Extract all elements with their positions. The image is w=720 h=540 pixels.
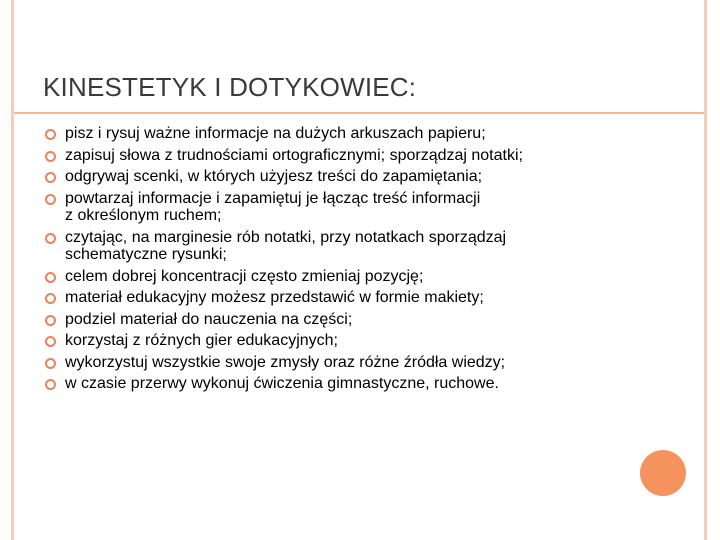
bullet-text-line: wykorzystuj wszystkie swoje zmysły oraz różne źródła wiedzy;	[65, 353, 506, 371]
ring-bullet-icon	[45, 194, 56, 205]
ring-bullet-icon	[45, 358, 56, 369]
bullet-item	[44, 190, 644, 225]
bullet-item	[44, 354, 644, 372]
ring-bullet-icon	[45, 233, 56, 244]
bullet-item	[44, 168, 644, 186]
bullet-item	[44, 229, 644, 264]
bullet-text-line: podziel materiał do nauczenia na części;	[65, 310, 353, 328]
ring-bullet-icon	[45, 379, 56, 390]
bullet-item	[44, 375, 644, 393]
title-divider	[14, 112, 704, 114]
ring-bullet-icon	[45, 336, 56, 347]
bullet-item	[44, 268, 644, 286]
bullet-item	[44, 332, 644, 350]
ring-bullet-icon	[45, 129, 56, 140]
bullet-text-line: w czasie przerwy wykonuj ćwiczenia gimnastyczne, ruchowe.	[65, 375, 499, 392]
ring-bullet-icon	[45, 272, 56, 283]
bullet-list	[44, 125, 644, 397]
ring-bullet-icon	[45, 293, 56, 304]
bullet-text-line: powtarzaj informacje i zapamiętuj je łącząc treść informacji	[65, 189, 481, 207]
bullet-item	[44, 289, 644, 307]
ring-bullet-icon	[45, 315, 56, 326]
bullet-item	[44, 311, 644, 329]
bullet-text-line: korzystaj z różnych gier edukacyjnych;	[65, 332, 338, 349]
bullet-text-line: zapisuj słowa z trudnościami ortograficznymi; sporządzaj notatki;	[65, 146, 523, 164]
bullet-text-line: materiał edukacyjny możesz przedstawić w formie makiety;	[65, 289, 484, 306]
ring-bullet-icon	[45, 151, 56, 162]
bullet-text-line: schematyczne rysunki;	[65, 246, 227, 263]
bullet-text-line: odgrywaj scenki, w których użyjesz treści do zapamiętania;	[65, 168, 483, 185]
bullet-item	[44, 125, 644, 143]
slide-title: KINESTETYK I DOTYKOWIEC:	[43, 72, 417, 102]
bullet-text-line: pisz i rysuj ważne informacje na dużych arkuszach papieru;	[65, 125, 486, 142]
bullet-item	[44, 147, 644, 165]
decorative-circle	[640, 450, 686, 496]
bullet-text-line: czytając, na marginesie rób notatki, przy notatkach sporządzaj	[65, 228, 507, 246]
ring-bullet-icon	[45, 172, 56, 183]
bullet-text-line: z określonym ruchem;	[65, 207, 222, 224]
bullet-text-line: celem dobrej koncentracji często zmieniaj pozycję;	[65, 267, 424, 285]
